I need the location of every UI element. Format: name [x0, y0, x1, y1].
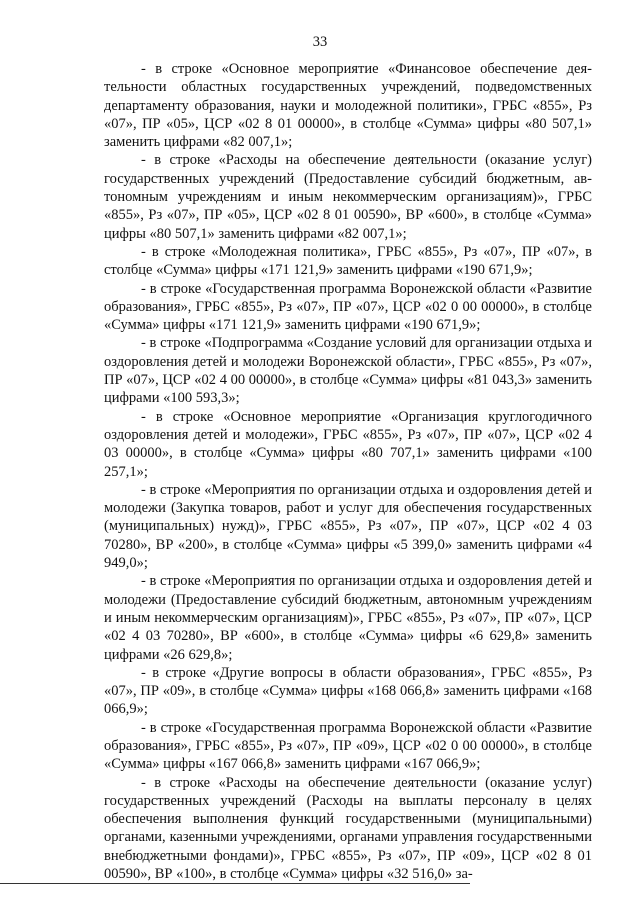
page-number: 33 — [312, 34, 328, 50]
paragraph-2: - в строке «Расходы на обеспечение деятельности (оказание услуг) государственных учреждений (Предоставление субсидий бюджетным, автономным учреждениям и иным некоммерческим организациям)», ГРБС «855», Рз «07», ПР «05», ЦСР «02 8 01 00590», ВР «600», в столбце «Сумма» цифры «80 507,1» заменить цифрами «82 007,1»; — [104, 152, 592, 242]
document-body — [104, 60, 592, 883]
paragraph-1: - в строке «Основное мероприятие «Финансовое обеспечение деятельности областных государственных учреждений, подведомственных департаменту образования, науки и молодежной политики», ГРБС «855», Рз «07», ПР «05», ЦСР «02 8 01 00000», в столбце «Сумма» цифры «80 507,1» заменить цифрами «82 007,1»; — [104, 61, 592, 151]
paragraph-11: - в строке «Расходы на обеспечение деятельности (оказание услуг) государственных учреждений (Расходы на выплаты персоналу в целях обеспечения выполнения функций государственными (муниципальными) органами, казенными учреждениями, органами управления государственными внебюджетными фондами)», ГРБС «855», Рз «07», ПР «09», ЦСР «02 8 01 00590», ВР «100», в столбце «Сумма» цифры «32 516,0» за- — [104, 774, 592, 883]
paragraph-9: - в строке «Другие вопросы в области образования», ГРБС «855», Рз «07», ПР «09», в столбце «Сумма» цифры «168 066,8» заменить цифрами «168 066,9»; — [104, 664, 592, 718]
paragraph-8: - в строке «Мероприятия по организации отдыха и оздоровления детей и молодежи (Предоставление субсидий бюджетным, автономным учреждениям и иным некоммерческим организациям)», ГРБС «855», Рз «07», ПР «07», ЦСР «02 4 03 70280», ВР «600», в столбце «Сумма» цифры «6 629,8» заменить цифрами «26 629,8»; — [104, 573, 592, 663]
paragraph-6: - в строке «Основное мероприятие «Организация круглогодичного оздоровления детей и молодежи», ГРБС «855», Рз «07», ПР «07», ЦСР «02 4 03 00000», в столбце «Сумма» цифры «80 707,1» заменить цифрами «100 257,1»; — [104, 408, 592, 480]
paragraph-5: - в строке «Подпрограмма «Создание условий для организации отдыха и оздоровления детей и молодежи Воронежской области», ГРБС «855», Рз «07», ПР «07», ЦСР «02 4 00 00000», в столбце «Сумма» цифры «81 043,3» заменить цифрами «100 593,3»; — [104, 335, 592, 407]
paragraph-4: - в строке «Государственная программа Воронежской области «Развитие образования», ГРБС «855», Рз «07», ПР «07», ЦСР «02 0 00 00000», в столбце «Сумма» цифры «171 121,9» заменить цифрами «190 671,9»; — [104, 280, 592, 334]
paragraph-7: - в строке «Мероприятия по организации отдыха и оздоровления детей и молодежи (Закупка товаров, работ и услуг для обеспечения государственных (муниципальных) нужд)», ГРБС «855», Рз «07», ПР «07», ЦСР «02 4 03 70280», ВР «200», в столбце «Сумма» цифры «5 399,0» заменить цифрами «4 949,0»; — [104, 481, 592, 572]
footer-divider — [0, 883, 470, 884]
paragraph-10: - в строке «Государственная программа Воронежской области «Развитие образования», ГРБС «855», Рз «07», ПР «09», ЦСР «02 0 00 00000», в столбце «Сумма» цифры «167 066,8» заменить цифрами «167 066,9»; — [104, 719, 592, 773]
paragraph-3: - в строке «Молодежная политика», ГРБС «855», Рз «07», ПР «07», в столбце «Сумма» цифры «171 121,9» заменить цифрами «190 671,9»; — [104, 243, 592, 279]
